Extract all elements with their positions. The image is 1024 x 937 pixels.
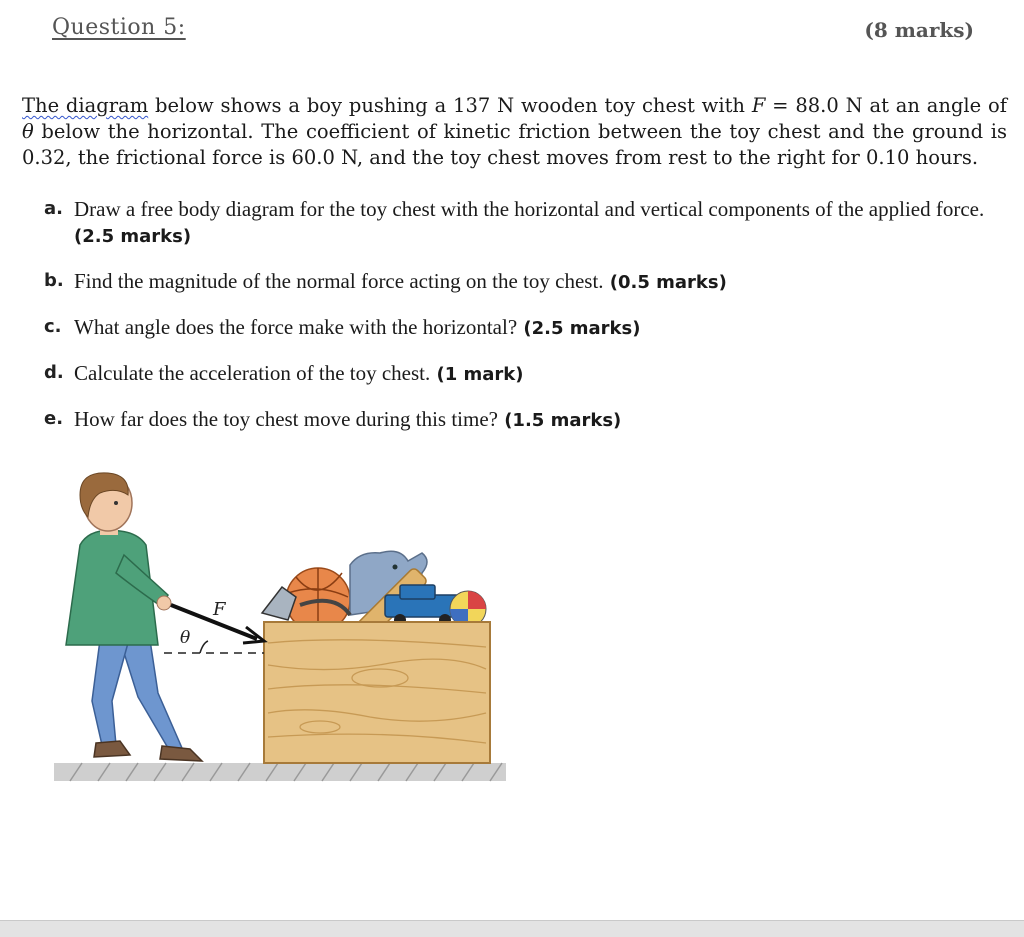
part-marks: (1 mark) [436, 364, 524, 385]
question-parts-list [44, 196, 1004, 434]
intro-text-2: = 88.0 N at an angle of [765, 94, 1007, 117]
part-letter: c. [44, 316, 62, 337]
force-variable: F [751, 94, 766, 117]
part-text: How far does the toy chest move during this time? [74, 407, 498, 431]
part-letter: d. [44, 362, 64, 383]
question-intro [22, 93, 1007, 171]
part-letter: e. [44, 408, 64, 429]
part-marks: (0.5 marks) [609, 272, 727, 293]
part-marks: (2.5 marks) [523, 318, 641, 339]
question-part-a [44, 196, 1004, 250]
part-text: Draw a free body diagram for the toy chest with the horizontal and vertical components of the applied force. [74, 197, 985, 221]
question-part-d [44, 360, 1004, 388]
boy [66, 473, 202, 761]
intro-text-1: below shows a boy pushing a 137 N wooden toy chest with [148, 94, 752, 117]
part-text: What angle does the force make with the horizontal? [74, 315, 518, 339]
angle-variable: θ [22, 120, 34, 143]
angle-label: θ [180, 628, 191, 648]
part-letter: b. [44, 270, 64, 291]
total-marks: (8 marks) [864, 18, 974, 42]
question-part-b [44, 268, 1004, 296]
part-text: Find the magnitude of the normal force acting on the toy chest. [74, 269, 604, 293]
question-part-c [44, 314, 1004, 342]
toy-chest [264, 622, 490, 763]
question-part-e [44, 406, 1004, 434]
part-text: Calculate the acceleration of the toy chest. [74, 361, 431, 385]
ground [54, 763, 506, 781]
window-bottom-bar [0, 920, 1024, 937]
question-heading: Question 5: [52, 15, 186, 40]
boy-pushing-chest-illustration [50, 465, 510, 785]
part-marks: (1.5 marks) [504, 410, 622, 431]
part-letter: a. [44, 198, 63, 219]
part-marks: (2.5 marks) [74, 226, 192, 247]
intro-text-3: below the horizontal. The coefficient of kinetic friction between the toy chest and the ground is 0.32, the frictional force is 60.0 N, and the toy chest moves from rest to the right for 0.10 hours. [22, 120, 1007, 169]
spellcheck-underlined-text: The diagram [22, 94, 149, 117]
force-label: F [213, 599, 226, 620]
